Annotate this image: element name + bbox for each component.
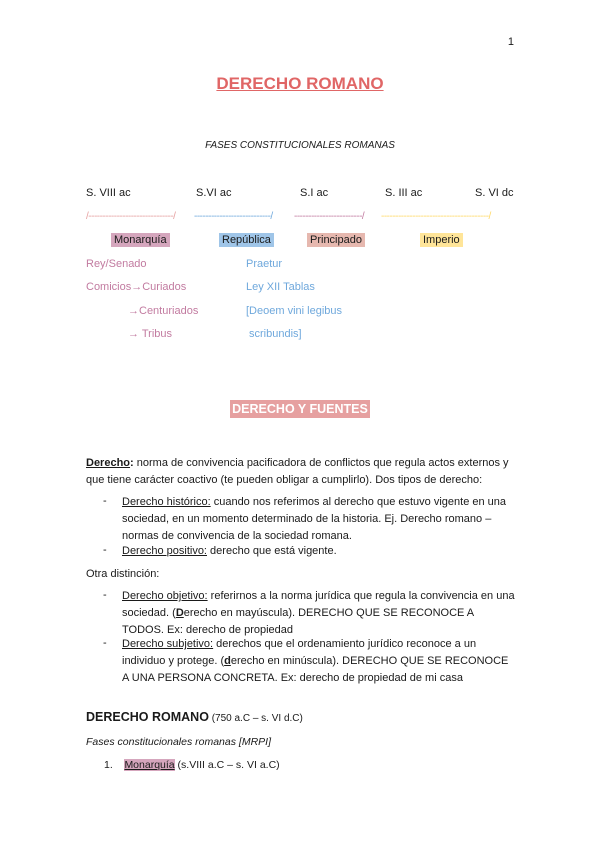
republica-item: [Deoem vini legibus [246, 305, 342, 317]
phase-principado: Principado [307, 233, 365, 247]
derecho-text: norma de convivencia pacificadora de conflictos que regula actos externos y que tiene carácter coactivo (te pueden obligar a cumplirlo). Dos tipos de derecho: [86, 457, 509, 486]
republica-item: scribundis] [249, 328, 302, 340]
subjetivo-term: Derecho subjetivo: [122, 638, 214, 650]
objetivo-letter: D [175, 607, 184, 619]
monarquia-range: (s.VIII a.C – s. VI a.C) [174, 759, 280, 771]
list-item-positivo [122, 543, 516, 560]
monarquia-item: Rey/Senado [86, 258, 147, 270]
list-number: 1. [104, 759, 113, 771]
section-heading-container [0, 400, 600, 418]
objetivo-term: Derecho objetivo: [122, 590, 208, 602]
subtitle: FASES CONSTITUCIONALES ROMANAS [205, 140, 395, 151]
objetivo-text: referirnos a la norma jurídica que regula la convivencia en una sociedad. ( [122, 590, 515, 619]
timeline-segment-republica: ---------------------------/ [194, 211, 273, 222]
list-item-historico [122, 494, 516, 545]
otra-distincion: Otra distinción: [86, 568, 160, 580]
section-heading: DERECHO Y FUENTES [232, 402, 368, 416]
derecho-romano-heading [86, 710, 303, 724]
century-label: S. VI dc [475, 187, 514, 199]
century-label: S. VIII ac [86, 187, 131, 199]
numbered-item-monarquia [104, 757, 280, 774]
bullet-dash: - [103, 589, 107, 601]
republica-item: Praetur [246, 258, 283, 270]
page-title: DERECHO ROMANO [216, 74, 384, 93]
subjetivo-text: derechos que el ordenamiento jurídico reconoce a un individuo y protege. ( [122, 638, 477, 667]
list-item-objetivo [122, 588, 516, 639]
subjetivo-letter: d [224, 655, 231, 667]
century-label: S.I ac [300, 187, 329, 199]
bullet-dash: - [103, 495, 107, 507]
timeline-segment-principado: ------------------------/ [294, 211, 365, 222]
heading2-title: DERECHO ROMANO [86, 710, 209, 724]
positivo-term: Derecho positivo: [122, 545, 207, 557]
fases-line: Fases constitucionales romanas [MRPI] [86, 736, 271, 748]
century-label: S.VI ac [196, 187, 232, 199]
heading2-range: (750 a.C – s. VI d.C) [208, 713, 303, 724]
century-label: S. III ac [385, 187, 423, 199]
historico-text: cuando nos referimos al derecho que estuvo vigente en una sociedad, en un momento determinado de la historia. Ej. Derecho romano – normas de convivencia de la sociedad romana. [122, 496, 507, 542]
positivo-text: derecho que está vigente. [207, 545, 337, 557]
derecho-term: Derecho [86, 457, 131, 469]
monarquia-label: Monarquía [124, 759, 175, 771]
list-item-subjetivo [122, 636, 516, 687]
subjetivo-text-2: erecho en minúscula). DERECHO QUE SE RECONOCE A UNA PERSONA CONCRETA. Ex: derecho de propiedad de mi casa [122, 655, 509, 684]
derecho-colon: : [130, 457, 134, 469]
bullet-dash: - [103, 544, 107, 556]
objetivo-text-2: erecho en mayúscula). DERECHO QUE SE RECONOCE A TODOS. Ex: derecho de propiedad [122, 607, 474, 636]
timeline-segment-imperio: --------------------------------------/ [381, 211, 491, 222]
derecho-definition [86, 455, 516, 489]
monarquia-item: →Centuriados [128, 305, 199, 317]
phase-imperio: Imperio [420, 233, 463, 247]
timeline-segment-monarquia: /------------------------------/ [86, 211, 176, 222]
phase-monarquia: Monarquía [111, 233, 170, 247]
page-number: 1 [507, 36, 514, 48]
monarquia-item: Comicios→Curiados [86, 281, 187, 293]
historico-term: Derecho histórico: [122, 496, 211, 508]
phase-republica: República [219, 233, 274, 247]
bullet-dash: - [103, 637, 107, 649]
monarquia-item: → Tribus [128, 328, 173, 340]
republica-item: Ley XII Tablas [246, 281, 315, 293]
